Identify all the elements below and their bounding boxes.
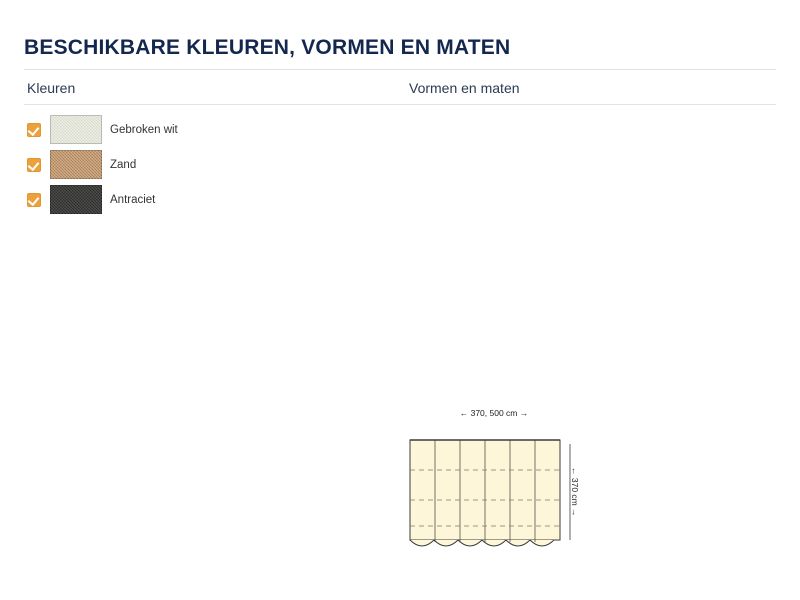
color-swatch[interactable] [50,185,102,214]
page-title: BESCHIKBARE KLEUREN, VORMEN EN MATEN [24,36,511,59]
color-option-list [27,112,367,217]
awning-illustration-icon [400,422,590,552]
color-label: Gebroken wit [110,123,178,136]
list-item[interactable] [27,182,367,217]
checkbox-checked-icon[interactable] [27,123,41,137]
color-label: Antraciet [110,193,156,206]
header-divider [24,104,776,105]
color-swatch[interactable] [50,115,102,144]
title-divider [24,69,776,70]
list-item[interactable] [27,147,367,182]
list-item[interactable] [27,112,367,147]
awning-size-diagram [400,408,620,558]
checkbox-checked-icon[interactable] [27,193,41,207]
column-heading-colors: Kleuren [27,80,76,96]
checkbox-checked-icon[interactable] [27,158,41,172]
column-heading-shapes: Vormen en maten [409,80,520,96]
color-swatch[interactable] [50,150,102,179]
color-label: Zand [110,158,137,171]
dimension-label-depth: ← 370 cm → [570,467,580,517]
dimension-label-width: ← 370, 500 cm → [459,408,529,418]
